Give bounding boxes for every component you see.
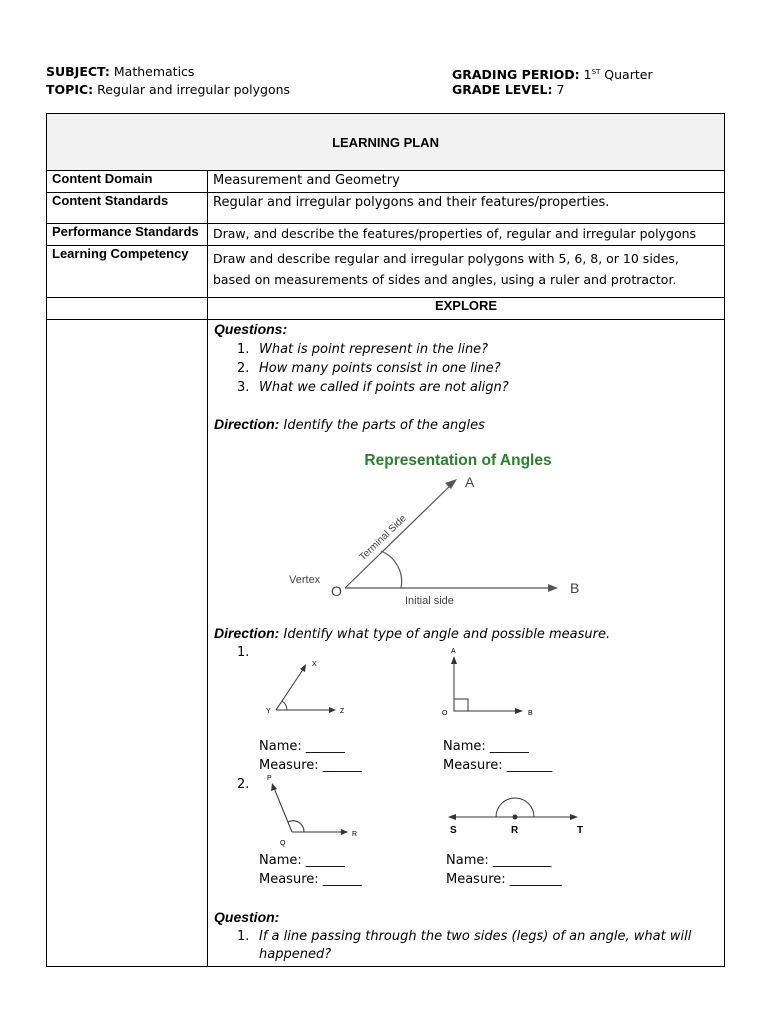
- question-number: 3.: [237, 380, 250, 395]
- angle-name: Name: _________: [446, 853, 552, 868]
- label-terminal-side: Terminal Side: [357, 513, 409, 564]
- row-label: Performance Standards: [47, 224, 208, 246]
- subject-value: Mathematics: [113, 64, 195, 79]
- direction-text: Identify what type of angle and possible measure.: [283, 627, 611, 642]
- grading-label: GRADING PERIOD:: [452, 67, 580, 83]
- grade-label: GRADE LEVEL:: [452, 82, 553, 97]
- vertex-dot: [513, 815, 518, 820]
- questions-heading: Questions:: [214, 321, 288, 337]
- angle-arc: [282, 701, 287, 710]
- angle-arc: [496, 798, 534, 817]
- row-label: Content Standards: [47, 193, 208, 224]
- question-heading: Question:: [214, 909, 280, 925]
- label-initial-side: Initial side: [405, 595, 454, 607]
- angle-xyz-figure: [260, 650, 350, 720]
- direction-label: Direction:: [214, 416, 280, 432]
- angle-measure: Measure: ______: [259, 758, 362, 773]
- arrow-t: [570, 814, 578, 820]
- explore-heading: EXPLORE: [208, 298, 725, 320]
- figure-title: Representation of Angles: [364, 452, 552, 469]
- arrow-x: [300, 664, 306, 672]
- learning-plan-table: [46, 113, 725, 967]
- label-t: T: [577, 825, 584, 836]
- angle-aob-figure: [432, 645, 542, 721]
- label-y: Y: [266, 708, 271, 715]
- question-text-line2: happened?: [259, 947, 332, 962]
- topic-label: TOPIC:: [46, 82, 94, 97]
- question-number: 1.: [237, 342, 250, 357]
- arrow-z: [329, 707, 336, 713]
- table-row: [47, 171, 725, 193]
- ray-yx: [276, 668, 304, 710]
- question-text: What we called if points are not align?: [259, 380, 509, 395]
- grading-sup: ST: [591, 68, 601, 76]
- grading-rest: Quarter: [604, 67, 653, 83]
- direction-1: [214, 416, 485, 433]
- label-q: Q: [280, 840, 286, 847]
- topic-value: Regular and irregular polygons: [97, 82, 291, 97]
- table-row: [47, 298, 725, 320]
- arrow-r: [341, 829, 348, 835]
- table-row: [47, 246, 725, 298]
- empty-cell: [47, 298, 208, 320]
- subject-label: SUBJECT:: [46, 64, 110, 79]
- subject-line: [46, 63, 194, 81]
- table-row: [47, 224, 725, 246]
- arrow-a: [451, 656, 457, 664]
- explore-content: [208, 320, 724, 966]
- label-o: O: [442, 710, 448, 717]
- arrow-b: [548, 584, 558, 592]
- label-b: B: [528, 710, 533, 717]
- ray-qp: [274, 788, 292, 832]
- label-z: Z: [340, 708, 345, 715]
- arrow-b: [515, 708, 523, 714]
- angle-name: Name: ______: [443, 739, 529, 754]
- angle-name: Name: ______: [259, 853, 345, 868]
- row-label: Learning Competency: [47, 246, 208, 298]
- angle-pqr-figure: [264, 772, 364, 850]
- label-x: X: [312, 661, 317, 668]
- label-a: A: [451, 648, 456, 655]
- right-angle-mark: [454, 699, 468, 711]
- direction-text: Identify the parts of the angles: [283, 418, 485, 433]
- arrow-s: [448, 814, 456, 820]
- direction-2: [214, 625, 610, 642]
- topic-line: [46, 81, 290, 99]
- label-vertex: Vertex: [289, 574, 321, 586]
- angle-measure: Measure: _______: [443, 758, 553, 773]
- table-row: [47, 193, 725, 224]
- question-number: 1.: [237, 929, 250, 944]
- terminal-side-line: [345, 483, 453, 588]
- explore-cell: [208, 320, 725, 967]
- arrow-p: [271, 783, 277, 791]
- grade-line: [452, 81, 564, 99]
- label-p: P: [267, 775, 272, 782]
- table-row: [47, 320, 725, 967]
- label-r: R: [511, 825, 519, 836]
- angle-srt-figure: [434, 782, 594, 842]
- row-label: Content Domain: [47, 171, 208, 193]
- question-text: What is point represent in the line?: [259, 342, 489, 357]
- empty-cell: [47, 320, 208, 967]
- angle-name: Name: ______: [259, 739, 345, 754]
- grade-value: 7: [556, 82, 565, 97]
- label-b: B: [570, 580, 580, 596]
- item-number: 1.: [237, 645, 250, 660]
- question-text: How many points consist in one line?: [259, 361, 501, 376]
- arrow-a: [445, 479, 457, 489]
- row-value: Draw and describe regular and irregular polygons with 5, 6, 8, or 10 sides, based on measurements of sides and angles, using a ruler and protractor.: [208, 246, 725, 298]
- label-o: O: [331, 583, 342, 599]
- question-number: 2.: [237, 361, 250, 376]
- question-text-line1: If a line passing through the two sides (legs) of an angle, what will: [259, 929, 692, 944]
- row-value: Draw, and describe the features/properties of, regular and irregular polygons: [208, 224, 725, 246]
- direction-label: Direction:: [214, 625, 280, 641]
- title-row: [47, 114, 725, 171]
- grading-num: 1: [583, 67, 592, 83]
- row-value: Measurement and Geometry: [208, 171, 725, 193]
- plan-title: LEARNING PLAN: [47, 114, 725, 171]
- angle-arc: [381, 551, 402, 588]
- label-a: A: [465, 474, 475, 490]
- label-s: S: [450, 825, 457, 836]
- angle-measure: Measure: ________: [446, 872, 562, 887]
- row-value: Regular and irregular polygons and their features/properties.: [208, 193, 725, 224]
- angle-arc: [288, 821, 304, 832]
- label-r: R: [352, 831, 358, 838]
- angle-representation-figure: [253, 447, 643, 607]
- item-number: 2.: [237, 777, 250, 792]
- angle-measure: Measure: ______: [259, 872, 362, 887]
